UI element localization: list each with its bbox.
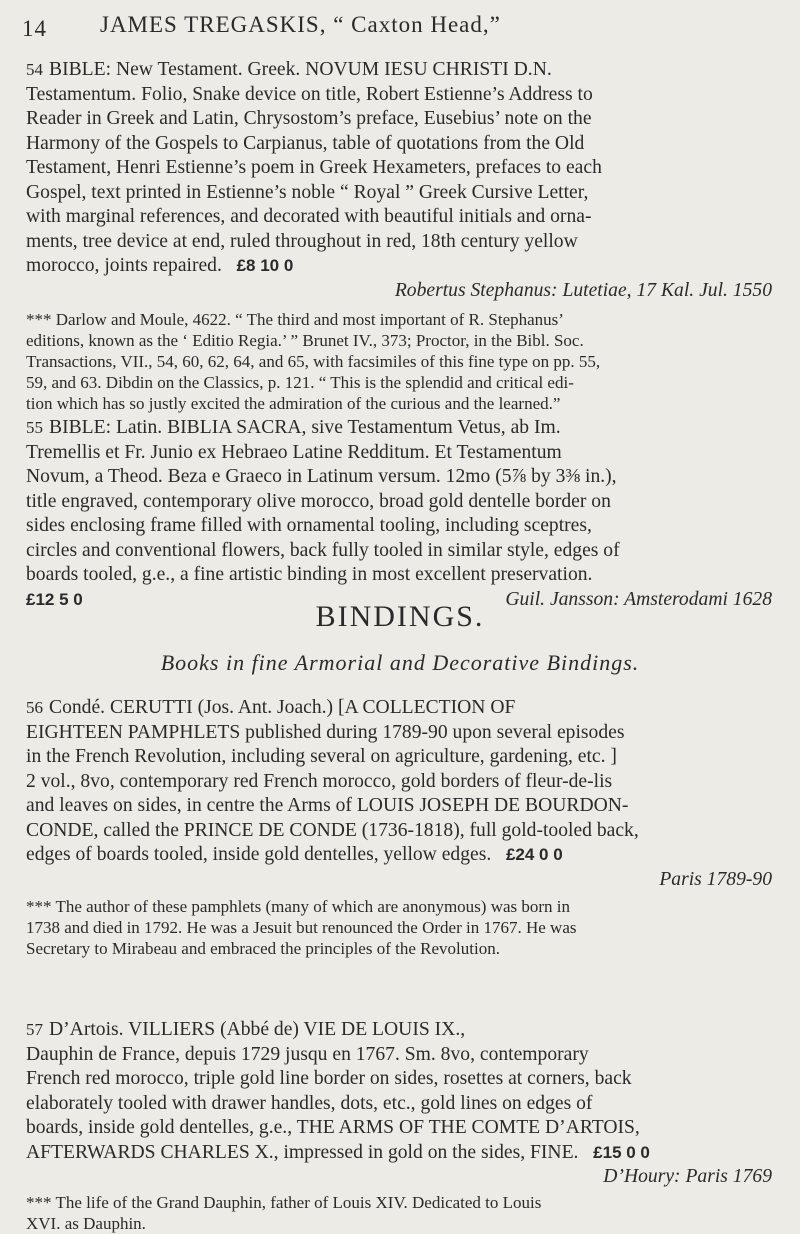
entry-heading: BIBLE: New Testament. Greek. NOVUM IESU CHRISTI D.N. — [49, 59, 552, 80]
entry-line: elaborately tooled with drawer handles, dots, etc., gold lines on edges of — [26, 1092, 593, 1114]
entry-line — [26, 1018, 772, 1043]
entry-line: Dauphin de France, depuis 1729 jusqu en 1767. Sm. 8vo, contemporary — [26, 1043, 589, 1065]
imprint: Robertus Stephanus: Lutetiae, 17 Kal. Jul. 1550 — [394, 279, 772, 301]
note-line: *** Darlow and Moule, 4622. “ The third and most important of R. Stephanus’ — [26, 310, 564, 329]
entry-line-text: morocco, joints repaired. — [26, 255, 222, 276]
entry-line: Testament, Henri Estienne’s poem in Greek Hexameters, prefaces to each — [26, 157, 602, 178]
entry-57 — [26, 1018, 772, 1234]
note-line: Transactions, VII., 54, 60, 62, 64, and 65, with facsimiles of this fine type on pp. 55, — [26, 352, 601, 371]
entry-line: boards tooled, g.e., a fine artistic binding in most excellent preservation. — [26, 564, 593, 585]
entry-line: Reader in Greek and Latin, Chrysostom’s preface, Eusebius’ note on the — [26, 108, 592, 129]
entry-note — [26, 1192, 772, 1234]
entry-heading: BIBLE: Latin. BIBLIA SACRA, sive Testamentum Vetus, ab Im. — [49, 417, 561, 438]
section-subtitle: Books in fine Armorial and Decorative Bindings. — [160, 650, 640, 675]
entry-line: in the French Revolution, including several on agriculture, gardening, etc. ] — [26, 746, 617, 767]
note-line: Secretary to Mirabeau and embraced the principles of the Revolution. — [26, 939, 500, 958]
entry-heading: Condé. CERUTTI (Jos. Ant. Joach.) [A COLLECTION OF — [49, 697, 516, 718]
entry-54 — [26, 58, 772, 414]
entry-line-text: AFTERWARDS CHARLES X., impressed in gold on the sides, FINE. — [26, 1141, 579, 1163]
entry-number: 57 — [26, 1020, 43, 1039]
entry-line — [26, 696, 772, 721]
entry-line: circles and conventional flowers, back fully tooled in similar style, edges of — [26, 539, 620, 561]
entry-line: boards, inside gold dentelles, g.e., THE ARMS OF THE COMTE D’ARTOIS, — [26, 1117, 640, 1138]
note-line: 59, and 63. Dibdin on the Classics, p. 121. “ This is the splendid and critical edi- — [26, 373, 574, 392]
entry-line — [26, 416, 772, 441]
imprint: Paris 1789-90 — [659, 868, 772, 890]
imprint: D’Houry: Paris 1769 — [603, 1166, 772, 1187]
entry-line — [26, 1141, 772, 1166]
entry-line: ments, tree device at end, ruled throughout in red, 18th century yellow — [26, 230, 578, 252]
entry-line: Harmony of the Gospels to Carpianus, table of quotations from the Old — [26, 132, 585, 154]
note-line: tion which has so justly excited the admiration of the curious and the learned.” — [26, 394, 561, 413]
entry-line: with marginal references, and decorated with beautiful initials and orna- — [26, 206, 592, 227]
header-title: JAMES TREGASKIS, “ Caxton Head,” — [100, 12, 501, 37]
entry-number: 55 — [26, 418, 43, 437]
imprint: Guil. Jansson: Amsterodami 1628 — [505, 588, 772, 610]
entry-line: Gospel, text printed in Estienne’s noble “ Royal ” Greek Cursive Letter, — [26, 181, 589, 203]
section-title: BINDINGS. — [315, 600, 485, 633]
entry-line: and leaves on sides, in centre the Arms of LOUIS JOSEPH DE BOURDON- — [26, 795, 629, 816]
entry-line: title engraved, contemporary olive morocco, broad gold dentelle border on — [26, 490, 611, 512]
note-line: XVI. as Dauphin. — [26, 1213, 146, 1233]
entry-heading: D’Artois. VILLIERS (Abbé de) VIE DE LOUIS IX., — [49, 1019, 466, 1040]
entry-note — [26, 896, 772, 959]
page-number: 14 — [22, 16, 47, 41]
entry-line: Testamentum. Folio, Snake device on title, Robert Estienne’s Address to — [26, 83, 593, 105]
entry-55 — [26, 416, 772, 612]
entry-number: 56 — [26, 698, 43, 717]
entry-line: French red morocco, triple gold line border on sides, rosettes at corners, back — [26, 1068, 632, 1089]
entry-number: 54 — [26, 60, 43, 79]
entry-line: EIGHTEEN PAMPHLETS published during 1789-90 upon several episodes — [26, 721, 625, 743]
entry-note — [26, 309, 772, 414]
entry-line — [26, 254, 772, 279]
price: £15 0 0 — [593, 1142, 650, 1162]
entry-line: Tremellis et Fr. Junio ex Hebraeo Latine Redditum. Et Testamentum — [26, 441, 562, 463]
note-line: 1738 and died in 1792. He was a Jesuit but renounced the Order in 1767. He was — [26, 918, 577, 937]
price: £12 5 0 — [26, 589, 83, 609]
entry-line — [26, 58, 772, 83]
entry-line: 2 vol., 8vo, contemporary red French morocco, gold borders of fleur-de-lis — [26, 770, 613, 792]
note-line: editions, known as the ‘ Editio Regia.’ ” Brunet IV., 373; Proctor, in the Bibl. Soc. — [26, 331, 584, 350]
entry-line-text: edges of boards tooled, inside gold dentelles, yellow edges. — [26, 844, 492, 865]
note-line: *** The life of the Grand Dauphin, father of Louis XIV. Dedicated to Louis — [26, 1192, 542, 1212]
price: £8 10 0 — [236, 256, 294, 275]
entry-line — [26, 843, 772, 868]
entry-line: Novum, a Theod. Beza e Graeco in Latinum versum. 12mo (5⅞ by 3⅜ in.), — [26, 466, 617, 487]
entry-56 — [26, 696, 772, 959]
entry-line: sides enclosing frame filled with ornamental tooling, including sceptres, — [26, 515, 592, 536]
entry-line: CONDE, called the PRINCE DE CONDE (1736-1818), full gold-tooled back, — [26, 819, 639, 841]
price: £24 0 0 — [505, 845, 563, 864]
note-line: *** The author of these pamphlets (many of which are anonymous) was born in — [26, 897, 571, 916]
